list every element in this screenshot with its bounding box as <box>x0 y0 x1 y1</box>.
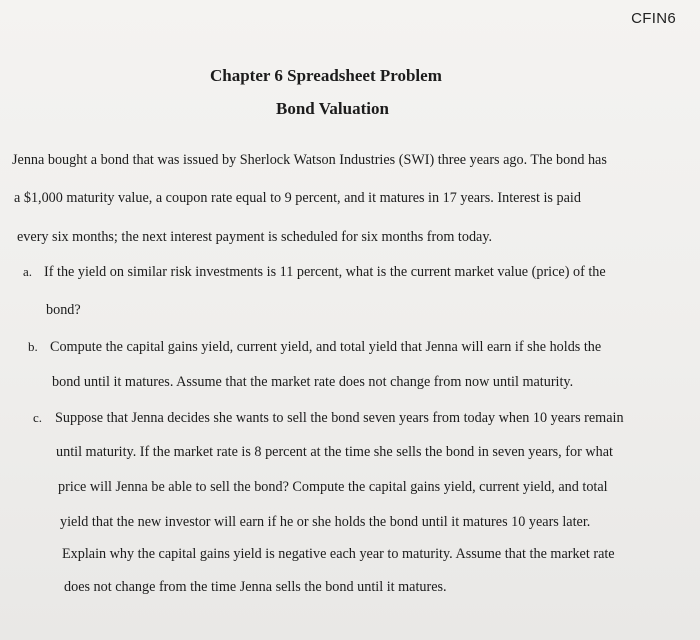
item-a-line-2: bond? <box>46 302 81 318</box>
intro-line-3: every six months; the next interest payment is scheduled for six months from today. <box>17 229 493 245</box>
item-c-marker: c. <box>33 410 43 425</box>
item-b-line-1: Compute the capital gains yield, current yield, and total yield that Jenna will earn if she holds the <box>50 339 602 355</box>
course-code: CFIN6 <box>631 10 676 27</box>
item-a-line-1: If the yield on similar risk investments is 11 percent, what is the current market value (price) of the <box>44 264 606 280</box>
item-b-line-2: bond until it matures. Assume that the market rate does not change from now until maturity. <box>52 374 574 390</box>
item-c-line-5: Explain why the capital gains yield is negative each year to maturity. Assume that the market rate <box>62 546 615 562</box>
page-title: Chapter 6 Spreadsheet Problem <box>210 66 442 85</box>
page-subtitle: Bond Valuation <box>276 99 389 118</box>
item-c-line-4: yield that the new investor will earn if he or she holds the bond until it matures 10 years later. <box>60 514 591 530</box>
intro-line-2: a $1,000 maturity value, a coupon rate equal to 9 percent, and it matures in 17 years. Interest is paid <box>14 190 581 206</box>
item-c-line-3: price will Jenna be able to sell the bond? Compute the capital gains yield, current yield, and total <box>58 479 608 495</box>
item-c-line-2: until maturity. If the market rate is 8 percent at the time she sells the bond in seven years, for what <box>56 444 613 460</box>
item-b-marker: b. <box>28 339 38 354</box>
item-c-line-6: does not change from the time Jenna sells the bond until it matures. <box>64 579 447 595</box>
item-c-line-1: Suppose that Jenna decides she wants to sell the bond seven years from today when 10 years remain <box>55 410 624 426</box>
intro-line-1: Jenna bought a bond that was issued by Sherlock Watson Industries (SWI) three years ago. The bond has <box>12 152 607 168</box>
item-a-marker: a. <box>23 264 33 279</box>
